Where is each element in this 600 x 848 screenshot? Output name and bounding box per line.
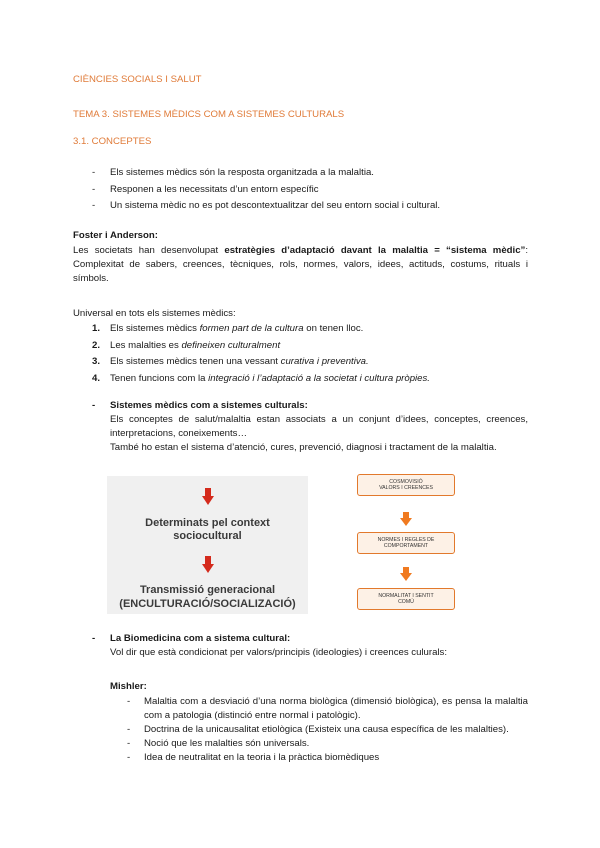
- course-title: CIÈNCIES SOCIALS I SALUT: [73, 74, 202, 85]
- list-item: - Responen a les necessitats d’un entorn específic: [92, 183, 319, 195]
- arrow-down-icon: [202, 488, 214, 506]
- universal-list: [92, 322, 532, 388]
- figure-line: Transmissió generacional: [139, 584, 276, 596]
- list-item: - Malaltia com a desviació d’una norma biològica (dimensió biològica), es pensa la malaltia com a patologia (distinció entre normal i patològic).: [127, 696, 528, 721]
- arrow-down-icon: [400, 512, 412, 526]
- topic-title: TEMA 3. SISTEMES MÈDICS COM A SISTEMES CULTURALS: [73, 109, 345, 120]
- cultural-section: - Sistemes mèdics com a sistemes culturals: Els conceptes de salut/malaltia estan associats a un conjunt d’idees, conceptes, creences, interpretacions, coneixements… També ho estan el sistema d’atenció, cures, prevenció, diagnosi i tractament de la malaltia.: [92, 400, 528, 453]
- list-item: 2. Les malalties es defineixen culturalment: [92, 339, 281, 351]
- foster-title: Foster i Anderson:: [73, 230, 158, 241]
- list-item: 3. Els sistemes mèdics tenen una vessant curativa i preventiva.: [92, 356, 369, 367]
- figure-line: Determinats pel context: [145, 517, 270, 529]
- arrow-down-icon: [400, 567, 412, 581]
- figure-line: sociocultural: [173, 530, 242, 542]
- list-item: 4. Tenen funcions com la integració i l’adaptació a la societat i cultura pròpies.: [92, 372, 430, 384]
- arrow-down-icon: [202, 556, 214, 574]
- enculturation-figure: [107, 476, 308, 614]
- intro-list: [92, 166, 532, 216]
- biomed-section: - La Biomedicina com a sistema cultural: Vol dir que està condicionat per valors/principis (ideologies) i creences culurals:: [92, 632, 528, 660]
- biomed-title: La Biomedicina com a sistema cultural:: [110, 633, 291, 644]
- list-item: - Noció que les malalties són universals.: [127, 737, 310, 749]
- cultural-body-2: També ho estan el sistema d’atenció, cures, prevenció, diagnosi i tractament de la malaltia.: [110, 441, 497, 453]
- list-item: - Els sistemes mèdics són la resposta organitzada a la malaltia.: [92, 167, 374, 178]
- list-item: - Un sistema mèdic no es pot descontextualitzar del seu entorn social i cultural.: [92, 200, 441, 211]
- cultural-body-1: Els conceptes de salut/malaltia estan associats a un conjunt d’idees, conceptes, creences, interpretacions, coneixements…: [110, 413, 528, 439]
- culture-levels-figure: [351, 471, 461, 614]
- foster-paragraph: Les societats han desenvolupat estratègies d’adaptació davant la malaltia = “sistema mèdic”: Complexitat de sabers, creences, tècniques, rols, normes, valors, idees, actituds, costums, rituals i símbols.: [73, 245, 529, 284]
- list-item: - Idea de neutralitat en la teoria i la pràctica biomèdiques: [127, 751, 380, 763]
- normality-box: NORMALITAT I SENTIT COMÚ: [357, 588, 455, 610]
- mishler-title: Mishler:: [110, 681, 147, 692]
- biomed-body: Vol dir que està condicionat per valors/principis (ideologies) i creences culurals:: [110, 646, 448, 658]
- list-item: - Doctrina de la unicausalitat etiològica (Existeix una causa específica de les malalties).: [127, 723, 509, 735]
- norms-box: NORMES I REGLES DE COMPORTAMENT: [357, 532, 455, 554]
- worldview-box: COSMOVISIÓ VALORS I CREENCES: [357, 474, 455, 496]
- list-item: 1. Els sistemes mèdics formen part de la cultura on tenen lloc.: [92, 323, 364, 334]
- figure-line: (ENCULTURACIÓ/SOCIALIZACIÓ): [119, 598, 296, 610]
- cultural-title: Sistemes mèdics com a sistemes culturals:: [110, 400, 308, 411]
- universal-intro: Universal en tots els sistemes mèdics:: [73, 308, 236, 319]
- section-title: 3.1. CONCEPTES: [73, 136, 152, 147]
- mishler-list: [127, 695, 528, 765]
